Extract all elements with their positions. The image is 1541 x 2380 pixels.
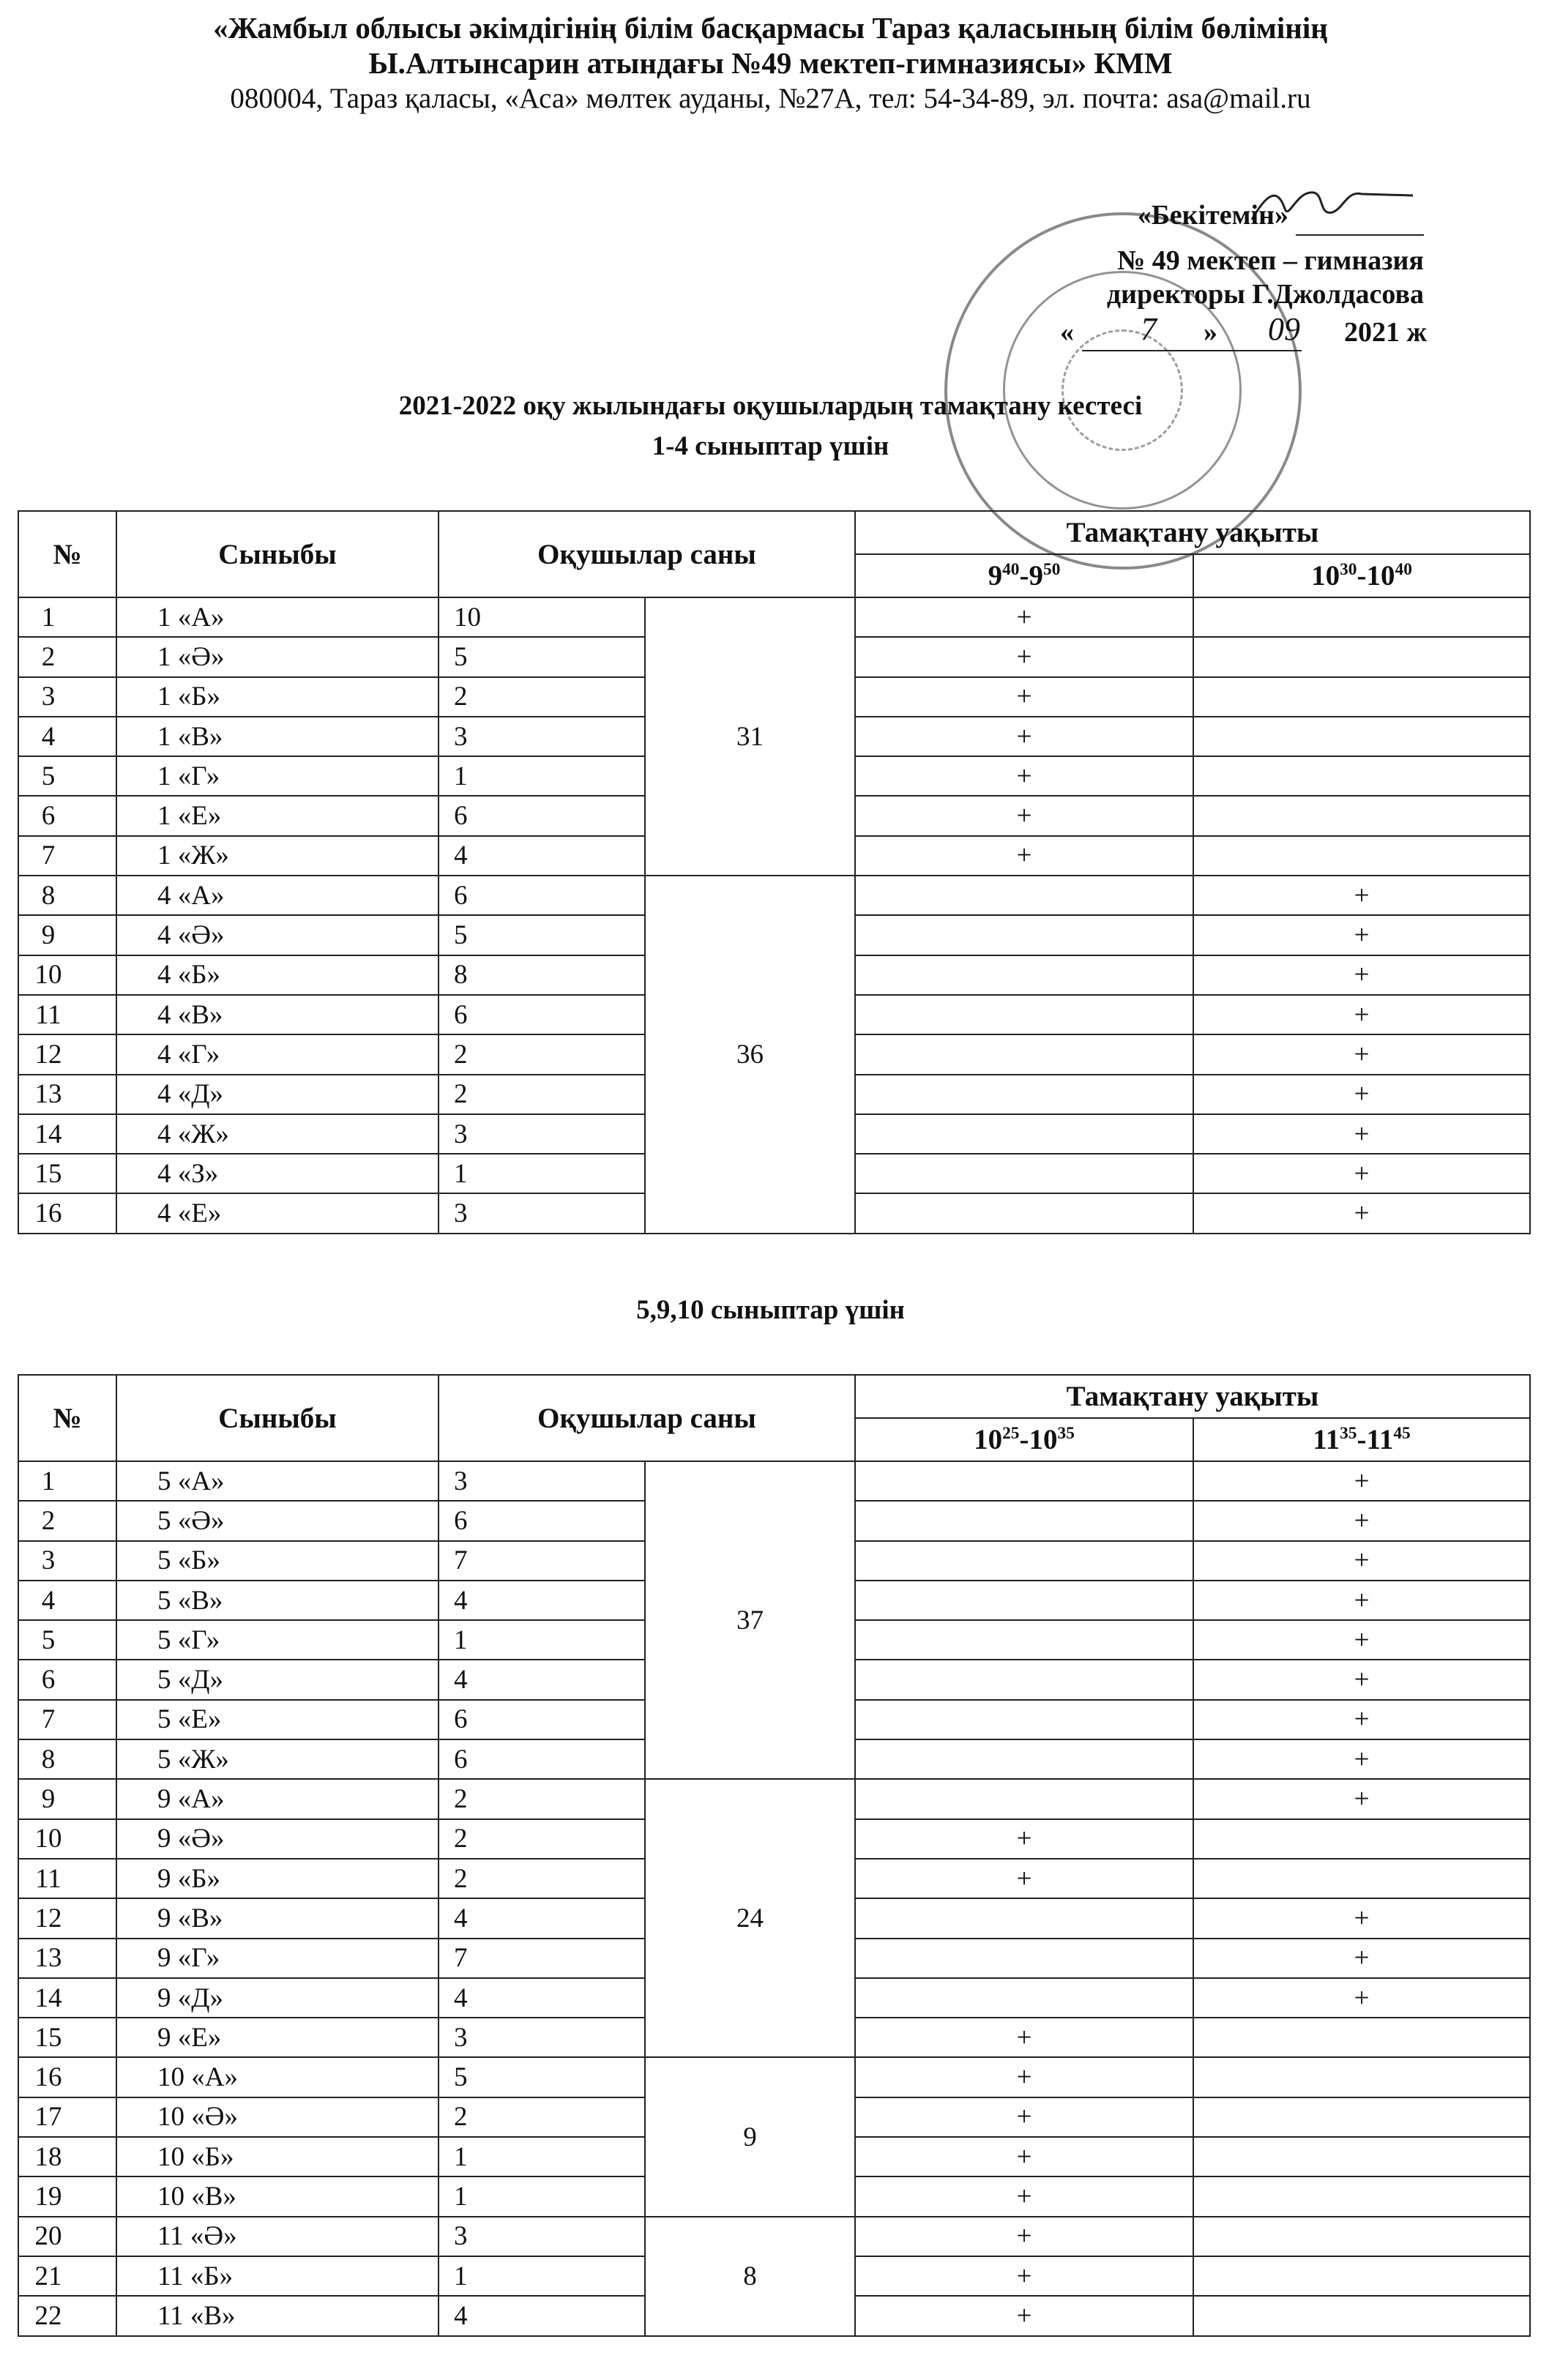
time-slot-2-mark: + — [1193, 1193, 1530, 1233]
time-slot-end-minutes: 50 — [1043, 560, 1061, 579]
class-name: 1 «Ә» — [116, 637, 439, 676]
time-slot-2-mark: + — [1193, 1978, 1530, 2018]
time-slot-2-mark: + — [1193, 1620, 1530, 1660]
time-slot-end-minutes: 35 — [1057, 1424, 1075, 1443]
time-slot-start: 10 — [974, 1424, 1003, 1455]
class-name: 5 «Г» — [116, 1620, 439, 1660]
student-count: 7 — [439, 1939, 645, 1978]
class-name: 1 «Б» — [116, 677, 439, 717]
row-number — [18, 756, 116, 796]
time-slot-header: $10^{30}-10^{40}$ — [1193, 554, 1530, 597]
time-slot-start: 11 — [1313, 1424, 1340, 1455]
row-number-value: 16 — [34, 2062, 62, 2093]
time-slot-end: 10 — [1029, 1424, 1058, 1455]
class-name: 4 «Е» — [116, 1193, 439, 1233]
time-slot-1-mark — [855, 876, 1193, 915]
row-number — [18, 2097, 116, 2137]
student-count: 6 — [439, 796, 645, 835]
time-slot-1-mark: + — [855, 597, 1193, 637]
row-number-value: 7 — [41, 840, 56, 871]
class-name: 4 «А» — [116, 876, 439, 915]
time-slot-1-mark: + — [855, 2256, 1193, 2296]
row-number — [18, 915, 116, 955]
row-number — [18, 2296, 116, 2335]
time-slot-header: $11^{35}-11^{45}$ — [1193, 1418, 1530, 1461]
time-slot-1-mark — [855, 1501, 1193, 1540]
time-slot-2-mark — [1193, 2057, 1530, 2097]
time-slot-1-mark: + — [855, 2296, 1193, 2335]
student-count: 3 — [439, 1193, 645, 1233]
time-slot-2-mark — [1193, 637, 1530, 676]
class-name: 4 «Д» — [116, 1075, 439, 1114]
time-slot-2-mark — [1193, 1819, 1530, 1859]
student-count: 3 — [439, 717, 645, 756]
class-name: 5 «Б» — [116, 1541, 439, 1581]
time-slot-1-mark: + — [855, 677, 1193, 717]
row-number — [18, 995, 116, 1034]
class-name: 9 «Б» — [116, 1859, 439, 1898]
class-name: 1 «А» — [116, 597, 439, 637]
time-slot-1-mark — [855, 1193, 1193, 1233]
student-count: 1 — [439, 2176, 645, 2216]
student-count: 7 — [439, 1541, 645, 1581]
row-number-value: 6 — [41, 1665, 56, 1696]
time-slot-2-mark — [1193, 597, 1530, 637]
student-count: 1 — [439, 2256, 645, 2296]
student-count: 2 — [439, 1034, 645, 1074]
row-number — [18, 1660, 116, 1699]
time-slot-1-mark — [855, 995, 1193, 1034]
row-number-value: 3 — [41, 682, 56, 712]
row-number — [18, 1193, 116, 1233]
row-number — [18, 1501, 116, 1540]
student-count: 6 — [439, 876, 645, 915]
student-count: 4 — [439, 2296, 645, 2335]
row-number-value: 11 — [35, 1863, 61, 1894]
time-slot-1-mark: + — [855, 2137, 1193, 2176]
time-slot-2-mark: + — [1193, 1898, 1530, 1938]
class-name: 1 «Ж» — [116, 836, 439, 876]
column-header-meal-time: Тамақтану уақыты — [855, 1375, 1530, 1418]
student-count: 3 — [439, 1114, 645, 1154]
table-row — [18, 1779, 1530, 1818]
time-slot-1-mark: + — [855, 717, 1193, 756]
row-number — [18, 2217, 116, 2256]
row-number — [18, 2057, 116, 2097]
time-slot-1-mark: + — [855, 1859, 1193, 1898]
time-slot-end: 11 — [1366, 1424, 1394, 1455]
student-count: 4 — [439, 1581, 645, 1620]
row-number — [18, 1700, 116, 1739]
table-row — [18, 2057, 1530, 2097]
header-line-2: Ы.Алтынсарин атындағы №49 мектеп-гимназиясы» КММ — [368, 46, 1173, 80]
row-number — [18, 876, 116, 915]
time-slot-2-mark: + — [1193, 1660, 1530, 1699]
approval-director: директоры Г.Джолдасова — [1106, 279, 1424, 310]
time-slot-end-minutes: 45 — [1393, 1424, 1411, 1443]
row-number — [18, 2176, 116, 2216]
column-header-student-count: Оқушылар саны — [439, 1375, 855, 1461]
column-header-student-count: Оқушылар саны — [439, 511, 855, 597]
row-number-value: 2 — [41, 641, 56, 672]
row-number-value: 16 — [34, 1198, 62, 1229]
time-slot-2-mark — [1193, 2097, 1530, 2137]
time-slot-1-mark: + — [855, 2097, 1193, 2137]
row-number — [18, 1739, 116, 1779]
time-slot-2-mark — [1193, 2018, 1530, 2057]
time-slot-2-mark: + — [1193, 1541, 1530, 1581]
student-count: 1 — [439, 2137, 645, 2176]
student-count: 2 — [439, 2097, 645, 2137]
class-name: 4 «Г» — [116, 1034, 439, 1074]
row-number — [18, 955, 116, 995]
row-number-value: 8 — [41, 880, 56, 911]
table-row — [18, 876, 1530, 915]
row-number-value: 10 — [34, 960, 62, 991]
row-number — [18, 1859, 116, 1898]
column-header-number: № — [18, 1375, 116, 1461]
time-slot-end: 10 — [1366, 560, 1395, 592]
time-slot-2-mark: + — [1193, 955, 1530, 995]
class-name: 10 «А» — [116, 2057, 439, 2097]
time-slot-1-mark — [855, 1660, 1193, 1699]
column-header-class: Сыныбы — [116, 1375, 439, 1461]
class-name: 4 «Ж» — [116, 1114, 439, 1154]
student-count: 8 — [439, 955, 645, 995]
row-number-value: 3 — [41, 1545, 56, 1576]
row-number-value: 21 — [34, 2261, 62, 2291]
signature-line — [1296, 234, 1424, 236]
time-slot-header: $9^{40}-9^{50}$ — [855, 554, 1193, 597]
class-name: 9 «Ә» — [116, 1819, 439, 1859]
time-slot-2-mark: + — [1193, 1939, 1530, 1978]
time-slot-2-mark — [1193, 796, 1530, 835]
student-count: 6 — [439, 1700, 645, 1739]
row-number-value: 4 — [41, 721, 56, 752]
time-slot-start-minutes: 40 — [1002, 560, 1020, 579]
student-count: 3 — [439, 2018, 645, 2057]
group-total: 9 — [645, 2057, 855, 2216]
row-number — [18, 637, 116, 676]
time-slot-2-mark: + — [1193, 1154, 1530, 1193]
class-name: 9 «Е» — [116, 2018, 439, 2057]
row-number-value: 13 — [34, 1943, 62, 1974]
table-row — [18, 597, 1530, 637]
row-number — [18, 1779, 116, 1818]
student-count: 5 — [439, 915, 645, 955]
class-name: 5 «Д» — [116, 1660, 439, 1699]
time-slot-2-mark — [1193, 717, 1530, 756]
row-number — [18, 677, 116, 717]
student-count: 1 — [439, 1154, 645, 1193]
group-total: 24 — [645, 1779, 855, 2057]
time-slot-1-mark — [855, 955, 1193, 995]
class-name: 4 «Б» — [116, 955, 439, 995]
class-name: 9 «А» — [116, 1779, 439, 1818]
time-slot-2-mark: + — [1193, 876, 1530, 915]
time-slot-2-mark — [1193, 836, 1530, 876]
row-number-value: 5 — [41, 1624, 56, 1655]
date-open-quote: « — [1060, 317, 1074, 348]
column-header-meal-time: Тамақтану уақыты — [855, 511, 1530, 554]
class-name: 5 «В» — [116, 1581, 439, 1620]
time-slot-1-mark — [855, 1700, 1193, 1739]
student-count: 2 — [439, 1779, 645, 1818]
student-count: 5 — [439, 2057, 645, 2097]
class-name: 11 «Ә» — [116, 2217, 439, 2256]
section2-subtitle: 5,9,10 сыныптар үшін — [636, 1295, 905, 1325]
row-number — [18, 1461, 116, 1501]
time-slot-2-mark — [1193, 677, 1530, 717]
class-name: 1 «Е» — [116, 796, 439, 835]
time-slot-2-mark: + — [1193, 1739, 1530, 1779]
row-number-value: 18 — [34, 2141, 62, 2172]
time-slot-end: 9 — [1029, 560, 1043, 592]
row-number — [18, 1581, 116, 1620]
row-number — [18, 836, 116, 876]
student-count: 6 — [439, 1501, 645, 1540]
class-name: 1 «В» — [116, 717, 439, 756]
row-number — [18, 1154, 116, 1193]
row-number — [18, 1114, 116, 1154]
time-slot-2-mark: + — [1193, 1075, 1530, 1114]
row-number — [18, 1898, 116, 1938]
row-number — [18, 597, 116, 637]
time-slot-2-mark: + — [1193, 1581, 1530, 1620]
row-number-value: 13 — [34, 1079, 62, 1110]
row-number — [18, 1034, 116, 1074]
table-row — [18, 1461, 1530, 1501]
row-number — [18, 717, 116, 756]
row-number-value: 8 — [41, 1744, 56, 1775]
page-title: 2021-2022 оқу жылындағы оқушылардың тамақтану кестесі — [398, 391, 1143, 421]
time-slot-1-mark: + — [855, 2018, 1193, 2057]
row-number — [18, 796, 116, 835]
row-number-value: 15 — [34, 2022, 62, 2053]
time-slot-1-mark: + — [855, 796, 1193, 835]
time-slot-1-mark — [855, 1939, 1193, 1978]
row-number-value: 7 — [41, 1704, 56, 1735]
row-number — [18, 2018, 116, 2057]
header-row — [18, 1375, 1530, 1418]
time-slot-2-mark: + — [1193, 1700, 1530, 1739]
student-count: 4 — [439, 1898, 645, 1938]
time-slot-1-mark: + — [855, 836, 1193, 876]
row-number-value: 12 — [34, 1039, 62, 1070]
class-name: 10 «В» — [116, 2176, 439, 2216]
student-count: 6 — [439, 995, 645, 1034]
time-slot-1-mark — [855, 1034, 1193, 1074]
row-number-value: 11 — [35, 999, 61, 1030]
group-total: 36 — [645, 876, 855, 1234]
student-count: 5 — [439, 637, 645, 676]
time-slot-header: $10^{25}-10^{35}$ — [855, 1418, 1193, 1461]
class-name: 10 «Ә» — [116, 2097, 439, 2137]
time-slot-start: 9 — [988, 560, 1003, 592]
student-count: 3 — [439, 1461, 645, 1501]
time-slot-1-mark — [855, 1114, 1193, 1154]
date-year: 2021 ж — [1344, 317, 1428, 348]
class-name: 4 «Ә» — [116, 915, 439, 955]
header-row — [18, 511, 1530, 554]
time-slot-1-mark — [855, 1620, 1193, 1660]
class-name: 1 «Г» — [116, 756, 439, 796]
time-slot-1-mark: + — [855, 1819, 1193, 1859]
row-number-value: 14 — [34, 1119, 62, 1149]
time-slot-2-mark — [1193, 2217, 1530, 2256]
row-number-value: 9 — [41, 1784, 56, 1815]
time-slot-1-mark: + — [855, 2217, 1193, 2256]
time-slot-2-mark — [1193, 2296, 1530, 2335]
row-number — [18, 1541, 116, 1581]
row-number-value: 10 — [34, 1824, 62, 1854]
date-underline — [1082, 350, 1302, 351]
time-slot-1-mark — [855, 1779, 1193, 1818]
row-number-value: 6 — [41, 801, 56, 832]
class-name: 5 «Ж» — [116, 1739, 439, 1779]
row-number-value: 22 — [34, 2300, 62, 2331]
time-slot-1-mark — [855, 1581, 1193, 1620]
time-slot-1-mark: + — [855, 2057, 1193, 2097]
header-address: 080004, Тараз қаласы, «Аса» мөлтек ауданы, №27А, тел: 54-34-89, эл. почта: asa@mail.ru — [230, 83, 1311, 114]
time-slot-1-mark — [855, 1154, 1193, 1193]
group-total: 31 — [645, 597, 855, 876]
time-slot-2-mark: + — [1193, 1114, 1530, 1154]
class-name: 10 «Б» — [116, 2137, 439, 2176]
student-count: 10 — [439, 597, 645, 637]
time-slot-2-mark: + — [1193, 995, 1530, 1034]
time-slot-1-mark — [855, 1461, 1193, 1501]
time-slot-2-mark — [1193, 756, 1530, 796]
row-number-value: 19 — [34, 2181, 62, 2212]
time-slot-2-mark — [1193, 2256, 1530, 2296]
time-slot-2-mark: + — [1193, 1779, 1530, 1818]
student-count: 2 — [439, 677, 645, 717]
schedule-table-grades-5-11 — [18, 1374, 1531, 2337]
student-count: 6 — [439, 1739, 645, 1779]
class-name: 11 «В» — [116, 2296, 439, 2335]
student-count: 3 — [439, 2217, 645, 2256]
student-count: 4 — [439, 1978, 645, 2018]
student-count: 4 — [439, 836, 645, 876]
row-number — [18, 1620, 116, 1660]
time-slot-start-minutes: 30 — [1340, 560, 1357, 579]
row-number — [18, 1819, 116, 1859]
class-name: 5 «Е» — [116, 1700, 439, 1739]
class-name: 9 «Д» — [116, 1978, 439, 2018]
time-slot-start: 10 — [1311, 560, 1340, 592]
time-slot-1-mark — [855, 1978, 1193, 2018]
row-number-value: 15 — [34, 1158, 62, 1189]
row-number-value: 9 — [41, 920, 56, 951]
class-name: 4 «З» — [116, 1154, 439, 1193]
row-number-value: 12 — [34, 1903, 62, 1933]
time-slot-1-mark — [855, 1739, 1193, 1779]
time-slot-2-mark: + — [1193, 915, 1530, 955]
student-count: 1 — [439, 1620, 645, 1660]
time-slot-2-mark: + — [1193, 1034, 1530, 1074]
class-name: 11 «Б» — [116, 2256, 439, 2296]
group-total: 8 — [645, 2217, 855, 2336]
approval-label: «Бекітемін» — [1137, 200, 1288, 231]
group-total: 37 — [645, 1461, 855, 1779]
class-name: 5 «Ә» — [116, 1501, 439, 1540]
student-count: 2 — [439, 1859, 645, 1898]
row-number-value: 5 — [41, 761, 56, 791]
date-close-quote: » — [1204, 317, 1217, 348]
class-name: 9 «В» — [116, 1898, 439, 1938]
time-slot-start-minutes: 25 — [1002, 1424, 1020, 1443]
student-count: 2 — [439, 1819, 645, 1859]
class-name: 9 «Г» — [116, 1939, 439, 1978]
row-number-value: 1 — [41, 602, 56, 633]
time-slot-2-mark: + — [1193, 1501, 1530, 1540]
time-slot-2-mark: + — [1193, 1461, 1530, 1501]
time-slot-1-mark — [855, 1541, 1193, 1581]
row-number-value: 17 — [34, 2102, 62, 2133]
time-slot-1-mark — [855, 915, 1193, 955]
time-slot-1-mark — [855, 1898, 1193, 1938]
schedule-table-grades-1-4 — [18, 510, 1531, 1234]
row-number-value: 2 — [41, 1505, 56, 1536]
student-count: 4 — [439, 1660, 645, 1699]
row-number — [18, 1075, 116, 1114]
row-number-value: 1 — [41, 1466, 56, 1496]
date-day: 7 — [1141, 311, 1157, 347]
student-count: 1 — [439, 756, 645, 796]
time-slot-end-minutes: 40 — [1395, 560, 1412, 579]
student-count: 2 — [439, 1075, 645, 1114]
row-number — [18, 1939, 116, 1978]
time-slot-1-mark — [855, 1075, 1193, 1114]
header-line-1: «Жамбыл облысы әкімдігінің білім басқармасы Тараз қаласының білім бөлімінің — [213, 11, 1328, 45]
time-slot-1-mark: + — [855, 756, 1193, 796]
class-name: 4 «В» — [116, 995, 439, 1034]
time-slot-start-minutes: 35 — [1340, 1424, 1357, 1443]
section1-subtitle: 1-4 сыныптар үшін — [652, 431, 889, 461]
row-number-value: 4 — [41, 1585, 56, 1616]
time-slot-2-mark — [1193, 1859, 1530, 1898]
row-number — [18, 2256, 116, 2296]
row-number-value: 14 — [34, 1982, 62, 2013]
time-slot-1-mark: + — [855, 2176, 1193, 2216]
column-header-class: Сыныбы — [116, 511, 439, 597]
time-slot-2-mark — [1193, 2137, 1530, 2176]
row-number — [18, 2137, 116, 2176]
column-header-number: № — [18, 511, 116, 597]
time-slot-2-mark — [1193, 2176, 1530, 2216]
approval-school: № 49 мектеп – гимназия — [1117, 245, 1424, 276]
date-month: 09 — [1268, 311, 1300, 347]
row-number-value: 20 — [34, 2221, 62, 2252]
time-slot-1-mark: + — [855, 637, 1193, 676]
row-number — [18, 1978, 116, 2018]
table-row — [18, 2217, 1530, 2256]
class-name: 5 «А» — [116, 1461, 439, 1501]
